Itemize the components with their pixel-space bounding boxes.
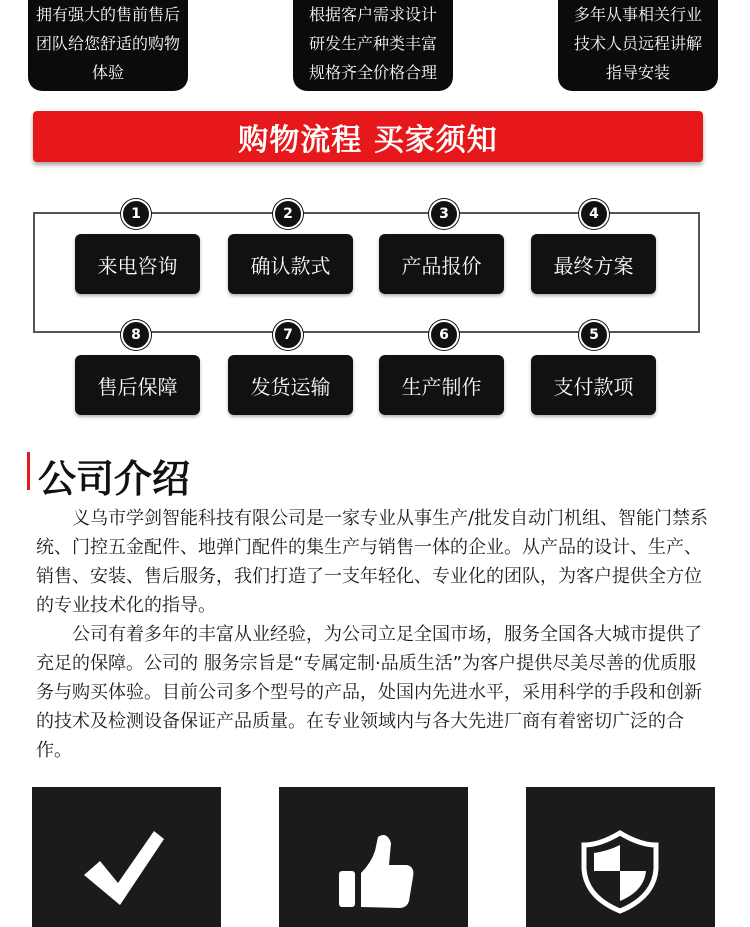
section-title-accent [27, 452, 30, 490]
feature-tile-guarantee [526, 787, 715, 927]
banner-title: 购物流程 买家须知 [238, 122, 498, 158]
company-paragraph: 公司有着多年的丰富从业经验，为公司立足全国市场，服务全国各大城市提供了充足的保障。公司的 服务宗旨是“专属定制·品质生活”为客户提供尽美尽善的优质服务与购买体验。目前公司多个型号的产品，处国内先进水平，采用科学的手段和创新的技术及检测设备保证产品质量。在专业领域内与各大先进厂商有着密切广泛的合作。 [36, 624, 702, 761]
feature-tile-recommend [279, 787, 468, 927]
service-card-support [28, 0, 188, 91]
section-title: 公司介绍 [38, 457, 191, 501]
feature-tile-quality [32, 787, 221, 927]
card-text-line: 拥有强大的售前售后 [35, 5, 180, 24]
card-text-line: 规格齐全价格合理 [308, 63, 437, 82]
service-card-installation [558, 0, 718, 91]
step-number-badge: 1 [121, 199, 151, 229]
step-production: 生产制作 [379, 355, 504, 415]
card-text-line: 研发生产种类丰富 [308, 34, 437, 53]
step-number-badge: 4 [579, 199, 609, 229]
card-text-line: 多年从事相关行业 [573, 5, 702, 24]
step-after-sales: 售后保障 [75, 355, 200, 415]
step-shipping: 发货运输 [228, 355, 353, 415]
step-consultation: 来电咨询 [75, 234, 200, 294]
company-paragraph: 义乌市学剑智能科技有限公司是一家专业从事生产/批发自动门机组、智能门禁系统、门控五金配件、地弹门配件的集生产与销售一体的企业。从产品的设计、生产、销售、安装、售后服务，我们打造了一支年轻化、专业化的团队，为客户提供全方位的专业技术化的指导。 [36, 508, 709, 616]
card-text-line: 根据客户需求设计 [308, 5, 437, 24]
card-text-line: 团队给您舒适的购物 [35, 34, 180, 53]
step-number-badge: 8 [121, 320, 151, 350]
step-number-badge: 5 [579, 320, 609, 350]
shield-icon [526, 787, 715, 927]
shopping-process-banner [33, 111, 703, 162]
step-quotation: 产品报价 [379, 234, 504, 294]
step-number-badge: 6 [429, 320, 459, 350]
step-payment: 支付款项 [531, 355, 656, 415]
step-number-badge: 2 [273, 199, 303, 229]
step-number-badge: 3 [429, 199, 459, 229]
card-text-line: 指导安装 [605, 63, 670, 82]
card-text-line: 体验 [91, 63, 124, 82]
step-final-plan: 最终方案 [531, 234, 656, 294]
card-text-line: 技术人员远程讲解 [573, 34, 702, 53]
service-card-design [293, 0, 453, 91]
step-number-badge: 7 [273, 320, 303, 350]
thumbs-up-icon [279, 787, 468, 927]
checkmark-icon [32, 787, 221, 927]
step-confirm-style: 确认款式 [228, 234, 353, 294]
